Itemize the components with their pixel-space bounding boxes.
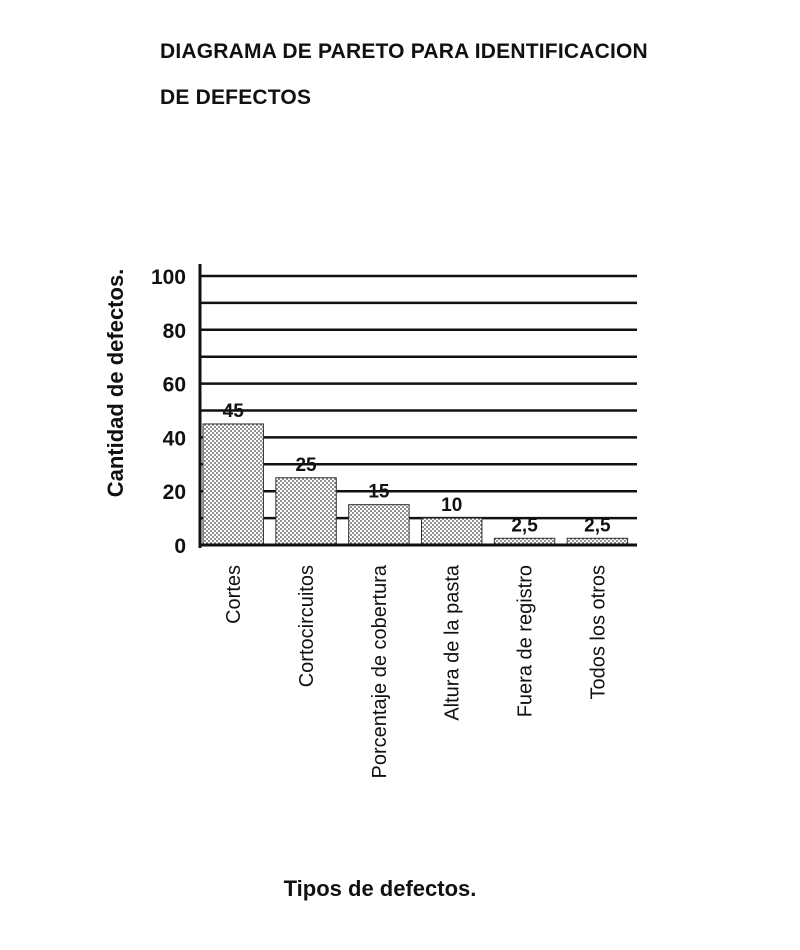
category-label: Fuera de registro <box>514 565 537 718</box>
bar-value-label: 2,5 <box>584 515 611 537</box>
category-label: Altura de la pasta <box>441 565 464 721</box>
bar-value-label: 45 <box>222 400 244 422</box>
bar-value-label: 2,5 <box>511 515 538 537</box>
y-tick-label: 60 <box>162 373 186 397</box>
y-tick-label: 20 <box>162 481 186 505</box>
bar-value-label: 10 <box>441 495 463 517</box>
bar-cortes <box>203 424 263 545</box>
category-label: Cortocircuitos <box>296 565 319 688</box>
chart-title-line-2: DE DEFECTOS <box>160 86 312 109</box>
y-axis-label: Cantidad de defectos. <box>103 268 128 498</box>
y-tick-label: 40 <box>162 427 186 451</box>
bar-cortocircuitos <box>276 478 336 545</box>
bars <box>203 424 628 545</box>
bar-porcentaje-de-cobertura <box>349 505 409 545</box>
category-label: Porcentaje de cobertura <box>368 565 391 779</box>
bar-value-label: 25 <box>295 454 317 476</box>
y-tick-label: 80 <box>162 319 186 343</box>
category-label: Cortes <box>223 565 246 624</box>
bar-value-label: 15 <box>368 481 390 503</box>
chart-title-line-1: DIAGRAMA DE PARETO PARA IDENTIFICACION <box>160 40 648 63</box>
x-axis-label: Tipos de defectos. <box>283 876 477 901</box>
labels <box>223 401 611 779</box>
category-label: Todos los otros <box>587 565 610 700</box>
y-tick-label: 0 <box>174 535 186 558</box>
y-tick-label: 100 <box>150 266 186 289</box>
bar-altura-de-la-pasta <box>422 518 482 545</box>
grid-lines <box>200 276 637 518</box>
